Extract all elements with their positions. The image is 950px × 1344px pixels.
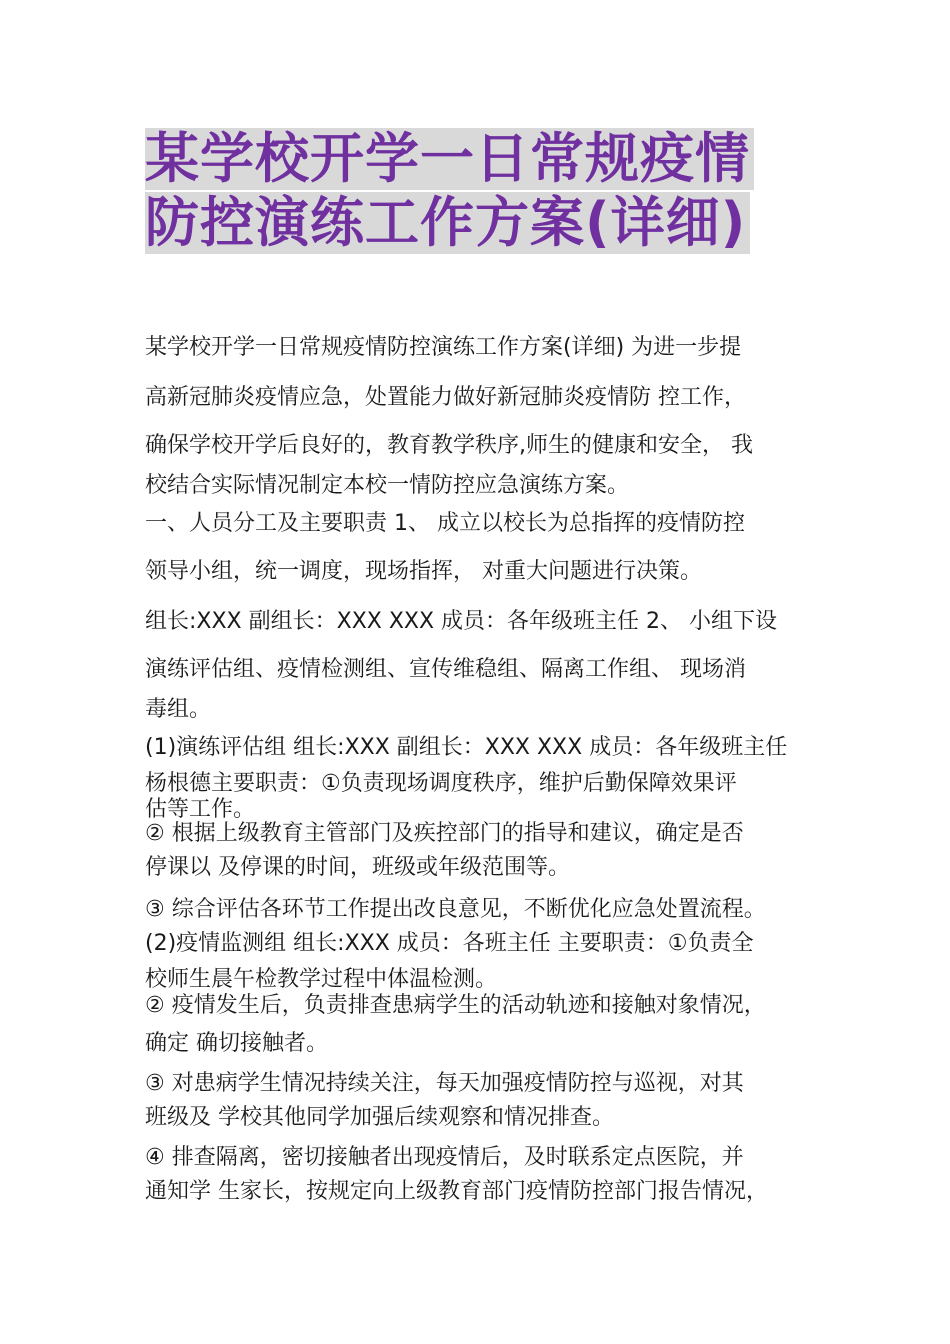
document-title (145, 128, 825, 254)
body-line: 确保学校开学后良好的，教育教学秩序,师生的健康和安全， 我 (145, 433, 753, 458)
body-line: 通知学 生家长，按规定向上级教育部门疫情防控部门报告情况， (145, 1179, 768, 1204)
body-line: 毒组。 (145, 697, 212, 722)
body-line: 一、人员分工及主要职责 1、 成立以校长为总指挥的疫情防控 (145, 511, 745, 536)
body-line: 停课以 及停课的时间，班级或年级范围等。 (145, 855, 570, 880)
body-line: 领导小组，统一调度，现场指挥， 对重大问题进行决策。 (145, 559, 702, 584)
body-line: 班级及 学校其他同学加强后续观察和情况排查。 (145, 1105, 614, 1130)
body-line: ③ 对患病学生情况持续关注，每天加强疫情防控与巡视，对其 (145, 1071, 744, 1096)
body-line: ③ 综合评估各环节工作提出改良意见，不断优化应急处置流程。 (145, 897, 766, 922)
body-line: ④ 排查隔离，密切接触者出现疫情后，及时联系定点医院，并 (145, 1145, 744, 1170)
body-line: 确定 确切接触者。 (145, 1031, 328, 1056)
body-line: 演练评估组、疫情检测组、宣传维稳组、隔离工作组、 现场消 (145, 657, 746, 682)
body-line: (1)演练评估组 组长:XXX 副组长：XXX XXX 成员：各年级班主任 (145, 735, 788, 760)
body-line: 校师生晨午检教学过程中体温检测。 (145, 967, 498, 992)
body-line: 高新冠肺炎疫情应急，处置能力做好新冠肺炎疫情防 控工作， (145, 385, 746, 410)
title-line-2: 防控演练工作方案(详细) (145, 192, 750, 254)
body-line: 估等工作。 (145, 797, 256, 822)
document-body (145, 330, 810, 1210)
title-line-1: 某学校开学一日常规疫情 (145, 128, 754, 190)
body-line: 校结合实际情况制定本校一情防控应急演练方案。 (145, 473, 630, 498)
body-line: (2)疫情监测组 组长:XXX 成员：各班主任 主要职责：①负责全 (145, 931, 754, 956)
body-line: 某学校开学一日常规疫情防控演练工作方案(详细) 为进一步提 (145, 335, 742, 360)
body-line: 杨根德主要职责：①负责现场调度秩序，维护后勤保障效果评 (145, 771, 737, 796)
body-line: ② 根据上级教育主管部门及疾控部门的指导和建议，确定是否 (145, 821, 744, 846)
body-line: ② 疫情发生后，负责排查患病学生的活动轨迹和接触对象情况， (145, 993, 766, 1018)
body-line: 组长:XXX 副组长：XXX XXX 成员：各年级班主任 2、 小组下设 (145, 609, 778, 634)
